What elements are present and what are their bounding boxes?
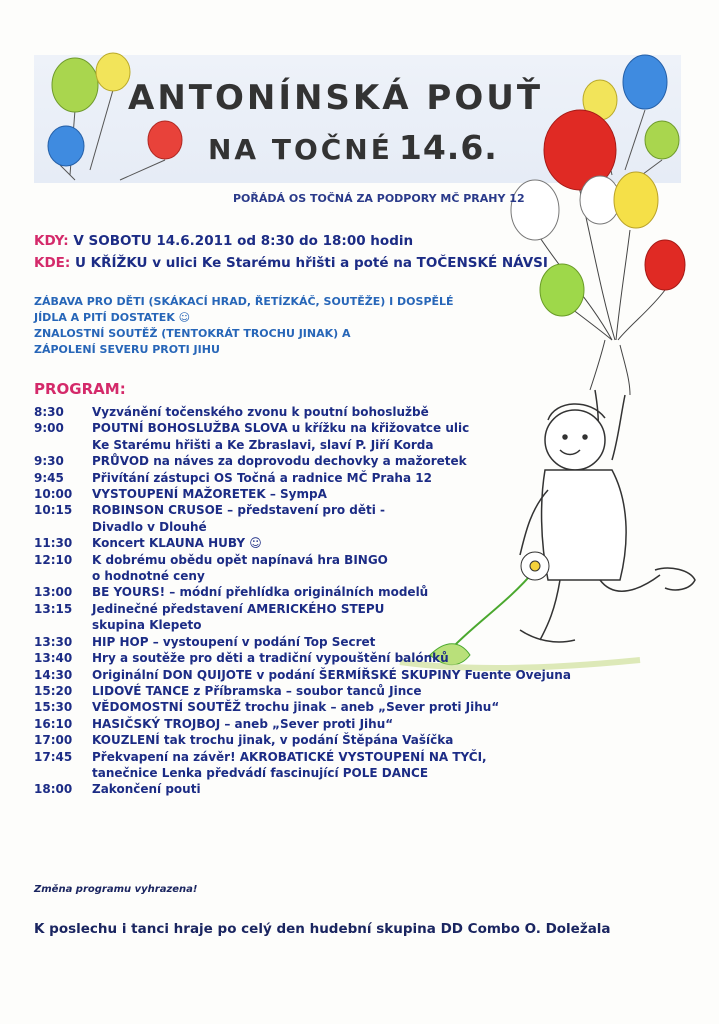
program-time: 8:30 [34,405,64,419]
program-description: LIDOVÉ TANCE z Příbramska – soubor tanců Jince [92,683,422,698]
program-time: 12:10 [34,552,73,567]
program-description: Divadlo v Dlouhé [92,519,207,534]
program-row [34,420,571,436]
where-label: KDE: [34,255,71,271]
program-time [34,437,92,453]
event-title: ANTONÍNSKÁ POUŤ [128,78,544,118]
program-row [34,634,571,650]
program-time: 9:00 [34,421,64,436]
program-time: 18:00 [34,782,73,797]
program-time: 17:00 [34,733,73,748]
program-time [34,765,92,781]
event-location: NA TOČNÉ [208,133,393,166]
program-description: Originální DON QUIJOTE v podání ŠERMÍŘSKÉ SKUPINY Fuente Ovejuna [92,667,571,682]
program-time: 11:30 [34,536,73,551]
when-label: KDY: [34,233,69,249]
when-line [34,233,413,249]
program-row [34,601,571,617]
program-time: 15:30 [34,700,73,715]
program-description: VYSTOUPENÍ MAŽORETEK – SympA [92,487,327,502]
program-change-notice: Změna programu vyhrazena! [34,884,198,895]
program-description: BE YOURS! – módní přehlídka originálních modelů [92,585,429,600]
program-time: 13:15 [34,601,73,616]
program-row [34,749,571,765]
program-row [34,617,571,633]
program-description: ROBINSON CRUSOE – představení pro děti - [92,503,386,518]
program-schedule [34,404,571,798]
program-row [34,502,571,518]
program-row [34,699,571,715]
program-row [34,716,571,732]
program-description: Překvapení na závěr! AKROBATICKÉ VYSTOUPENÍ NA TYČI, [92,749,487,764]
program-description: Vyzvánění točenského zvonu k poutní bohoslužbě [92,405,429,419]
program-time [34,519,92,535]
intro-block [34,294,454,358]
program-description: K dobrému obědu opět napínavá hra BINGO [92,552,388,567]
footer-line: K poslechu i tanci hraje po celý den hudební skupina DD Combo O. Doležala [34,921,611,937]
program-description: PRŮVOD na náves za doprovodu dechovky a mažoretek [92,454,467,469]
program-row [34,470,571,486]
event-date: 14.6. [398,128,498,167]
organizer-line: POŘÁDÁ OS TOČNÁ ZA PODPORY MČ PRAHY 12 [233,192,525,205]
program-description: KOUZLENÍ tak trochu jinak, v podání Štěpána Vašíčka [92,733,454,748]
intro-line: ZÁPOLENÍ SEVERU PROTI JIHU [34,343,220,356]
intro-line: ZÁBAVA PRO DĚTI (SKÁKACÍ HRAD, ŘETÍZKÁČ, SOUTĚŽE) I DOSPĚLÉ [34,295,454,308]
program-time: 9:45 [34,470,64,485]
program-description: Zakončení pouti [92,782,201,797]
intro-line: ZNALOSTNÍ SOUTĚŽ (TENTOKRÁT TROCHU JINAK) A [34,327,351,340]
program-time: 13:30 [34,634,73,649]
program-row [34,683,571,699]
event-subtitle [208,128,498,167]
program-row [34,437,571,453]
program-description: Hry a soutěže pro děti a tradiční vypouštění balónků [92,651,449,666]
program-description: tanečnice Lenka předvádí fascinující POLE DANCE [92,765,429,780]
program-row [34,404,571,420]
program-description: HASIČSKÝ TROJBOJ – aneb „Sever proti Jihu“ [92,716,394,731]
program-time [34,617,92,633]
program-time: 15:20 [34,683,73,698]
where-text: U KŘÍŽKU v ulici Ke Starému hřišti a poté na TOČENSKÉ NÁVSI [75,255,548,271]
when-text: V SOBOTU 14.6.2011 od 8:30 do 18:00 hodin [73,233,414,249]
program-time [34,568,92,584]
program-time: 14:30 [34,667,73,682]
program-row [34,765,571,781]
program-row [34,732,571,748]
program-heading: PROGRAM: [34,380,126,398]
program-row [34,667,571,683]
program-time: 13:40 [34,651,73,666]
program-time: 17:45 [34,749,73,764]
program-time: 10:00 [34,487,73,502]
program-row [34,519,571,535]
program-row [34,781,571,797]
program-row [34,552,571,568]
program-description: o hodnotné ceny [92,569,205,584]
program-time: 9:30 [34,454,64,469]
program-description: Koncert KLAUNA HUBY ☺ [92,536,262,551]
program-row [34,453,571,469]
program-time: 16:10 [34,716,73,731]
intro-line: JÍDLA A PITÍ DOSTATEK ☺ [34,311,191,324]
where-line [34,255,548,271]
program-description: Ke Starému hřišti a Ke Zbraslavi, slaví P. Jiří Korda [92,437,434,452]
program-description: Jedinečné představení AMERICKÉHO STEPU [92,601,385,616]
program-description: VĚDOMOSTNÍ SOUTĚŽ trochu jinak – aneb „Sever proti Jihu“ [92,700,500,715]
program-time: 10:15 [34,503,73,518]
program-time: 13:00 [34,585,73,600]
program-description: Přivítání zástupci OS Točná a radnice MČ Praha 12 [92,470,432,485]
program-description: skupina Klepeto [92,618,202,633]
program-row [34,535,571,551]
program-description: HIP HOP – vystoupení v podání Top Secret [92,634,376,649]
program-row [34,650,571,666]
program-row [34,584,571,600]
program-description: POUTNÍ BOHOSLUŽBA SLOVA u křížku na křižovatce ulic [92,421,470,436]
program-row [34,486,571,502]
program-row [34,568,571,584]
